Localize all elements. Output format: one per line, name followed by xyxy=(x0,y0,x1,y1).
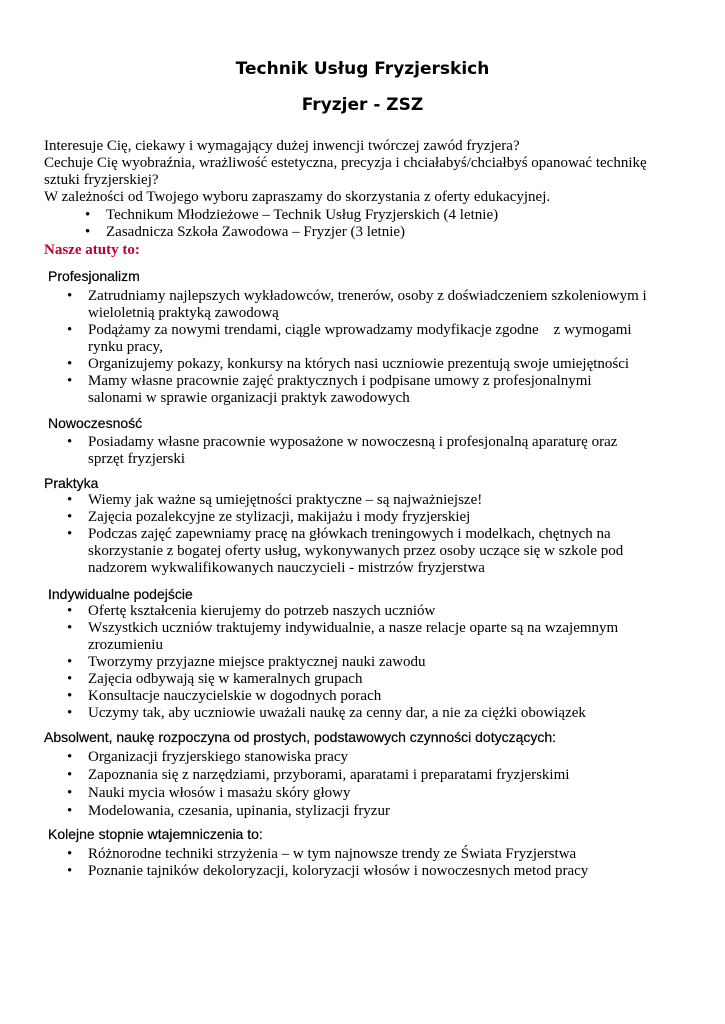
section-list xyxy=(67,846,648,880)
program-item-text: Technikum Młodzieżowe – Technik Usług Fryzjerskich (4 letnie) xyxy=(106,207,499,223)
list-item xyxy=(67,603,648,620)
section-praktyka xyxy=(44,474,684,577)
list-item xyxy=(67,767,648,784)
list-item-text: Podczas zajęć zapewniamy pracę na główkach treningowych i modelkach, chętnych na skorzystanie z bogatej oferty usług, wykonywanych przez osoby uczące się w szkole pod nadzorem wykwalifikowanych nauczycieli - mistrzów fryzjerstwa xyxy=(88,526,624,576)
bullet-icon: • xyxy=(67,688,73,704)
bullet-icon: • xyxy=(67,603,73,619)
bullet-icon: • xyxy=(67,767,73,783)
section-list xyxy=(67,749,648,820)
intro-line: W zależności od Twojego wyboru zapraszamy do skorzystania z oferty edukacyjnej. xyxy=(44,189,551,205)
section-heading: Indywidualne podejście xyxy=(48,586,193,602)
section-list xyxy=(67,603,648,722)
section-kolejne-stopnie xyxy=(48,825,688,880)
bullet-icon: • xyxy=(67,654,73,670)
bullet-icon: • xyxy=(67,492,73,508)
program-item-text: Zasadnicza Szkoła Zawodowa – Fryzjer (3 letnie) xyxy=(106,224,406,240)
section-list xyxy=(67,492,648,577)
bullet-icon: • xyxy=(67,863,73,879)
document-title: Technik Usług Fryzjerskich xyxy=(235,59,490,79)
section-heading: Nowoczesność xyxy=(48,415,143,431)
bullet-icon: • xyxy=(67,322,73,338)
advantages-heading: Nasze atuty to: xyxy=(44,242,140,258)
list-item xyxy=(67,749,648,766)
bullet-icon: • xyxy=(67,803,73,819)
bullet-icon: • xyxy=(67,509,73,525)
list-item-text: Wszystkich uczniów traktujemy indywidualnie, a nasze relacje oparte są na wzajemnym zrozumieniu xyxy=(88,620,619,653)
bullet-icon: • xyxy=(67,785,73,801)
list-item-text: Zajęcia odbywają się w kameralnych grupach xyxy=(88,671,363,687)
list-item xyxy=(67,509,648,526)
bullet-icon: • xyxy=(67,620,73,636)
list-item xyxy=(67,654,648,671)
list-item-text: Zatrudniamy najlepszych wykładowców, trenerów, osoby z doświadczeniem szkoleniowym i wieloletnią praktyką zawodową xyxy=(88,288,647,321)
list-item-text: Nauki mycia włosów i masażu skóry głowy xyxy=(88,785,351,801)
list-item xyxy=(67,688,648,705)
list-item-text: Modelowania, czesania, upinania, stylizacji fryzur xyxy=(88,803,390,819)
program-list xyxy=(85,207,666,241)
bullet-icon: • xyxy=(85,207,91,223)
list-item xyxy=(67,846,648,863)
bullet-icon: • xyxy=(67,373,73,389)
bullet-icon: • xyxy=(67,434,73,450)
list-item xyxy=(67,356,648,373)
intro-line: Cechuje Cię wyobraźnia, wrażliwość estetyczna, precyzja i chciałabyś/chciałbyś opanować technikę sztuki fryzjerskiej? xyxy=(44,155,647,188)
document-subtitle: Fryzjer - ZSZ xyxy=(301,95,424,115)
bullet-icon: • xyxy=(85,224,91,240)
section-heading: Kolejne stopnie wtajemniczenia to: xyxy=(48,826,263,842)
list-item-text: Różnorodne techniki strzyżenia – w tym najnowsze trendy ze Świata Fryzjerstwa xyxy=(88,846,577,862)
list-item xyxy=(67,526,648,577)
program-item xyxy=(85,207,666,224)
list-item-text: Wiemy jak ważne są umiejętności praktyczne – są najważniejsze! xyxy=(88,492,483,508)
section-heading: Praktyka xyxy=(44,475,99,491)
section-profesjonalizm xyxy=(48,267,688,407)
list-item xyxy=(67,288,648,322)
bullet-icon: • xyxy=(67,288,73,304)
list-item-text: Posiadamy własne pracownie wyposażone w nowoczesną i profesjonalną aparaturę oraz sprzęt fryzjerski xyxy=(88,434,618,467)
list-item-text: Zapoznania się z narzędziami, przyborami, aparatami i preparatami fryzjerskimi xyxy=(88,767,570,783)
section-list xyxy=(67,288,648,407)
intro-line: Interesuje Cię, ciekawy i wymagający dużej inwencji twórczej zawód fryzjera? xyxy=(44,138,520,154)
intro-paragraph xyxy=(44,138,684,206)
list-item-text: Zajęcia pozalekcyjne ze stylizacji, makijażu i mody fryzjerskiej xyxy=(88,509,471,525)
list-item-text: Uczymy tak, aby uczniowie uważali naukę za cenny dar, a nie za ciężki obowiązek xyxy=(88,705,586,721)
bullet-icon: • xyxy=(67,671,73,687)
section-indywidualne-podejscie xyxy=(48,585,688,722)
list-item xyxy=(67,785,648,802)
list-item-text: Mamy własne pracownie zajęć praktycznych i podpisane umowy z profesjonalnymi salonami w sprawie organizacji praktyk zawodowych xyxy=(88,373,592,406)
list-item-text: Organizacji fryzjerskiego stanowiska pracy xyxy=(88,749,349,765)
list-item xyxy=(67,620,648,654)
list-item xyxy=(67,705,648,722)
list-item-text: Podążamy za nowymi trendami, ciągle wprowadzamy modyfikacje zgodne z wymogami rynku pracy, xyxy=(88,322,636,355)
list-item xyxy=(67,434,648,468)
bullet-icon: • xyxy=(67,846,73,862)
bullet-icon: • xyxy=(67,705,73,721)
section-absolwent xyxy=(44,728,704,820)
bullet-icon: • xyxy=(67,526,73,542)
list-item xyxy=(67,322,648,356)
bullet-icon: • xyxy=(67,356,73,372)
list-item xyxy=(67,863,648,880)
bullet-icon: • xyxy=(67,749,73,765)
list-item xyxy=(67,803,648,820)
program-item xyxy=(85,224,666,241)
list-item-text: Poznanie tajników dekoloryzacji, koloryzacji włosów i nowoczesnych metod pracy xyxy=(88,863,589,879)
section-nowoczesnosc xyxy=(48,414,688,468)
list-item xyxy=(67,671,648,688)
list-item xyxy=(67,373,648,407)
list-item-text: Konsultacje nauczycielskie w dogodnych porach xyxy=(88,688,382,704)
list-item xyxy=(67,492,648,509)
list-item-text: Tworzymy przyjazne miejsce praktycznej nauki zawodu xyxy=(88,654,426,670)
list-item-text: Ofertę kształcenia kierujemy do potrzeb naszych uczniów xyxy=(88,603,436,619)
list-item-text: Organizujemy pokazy, konkursy na których nasi uczniowie prezentują swoje umiejętności xyxy=(88,356,630,372)
section-heading: Profesjonalizm xyxy=(48,268,140,284)
section-list xyxy=(67,434,648,468)
section-heading: Absolwent, naukę rozpoczyna od prostych, podstawowych czynności dotyczących: xyxy=(44,729,557,745)
